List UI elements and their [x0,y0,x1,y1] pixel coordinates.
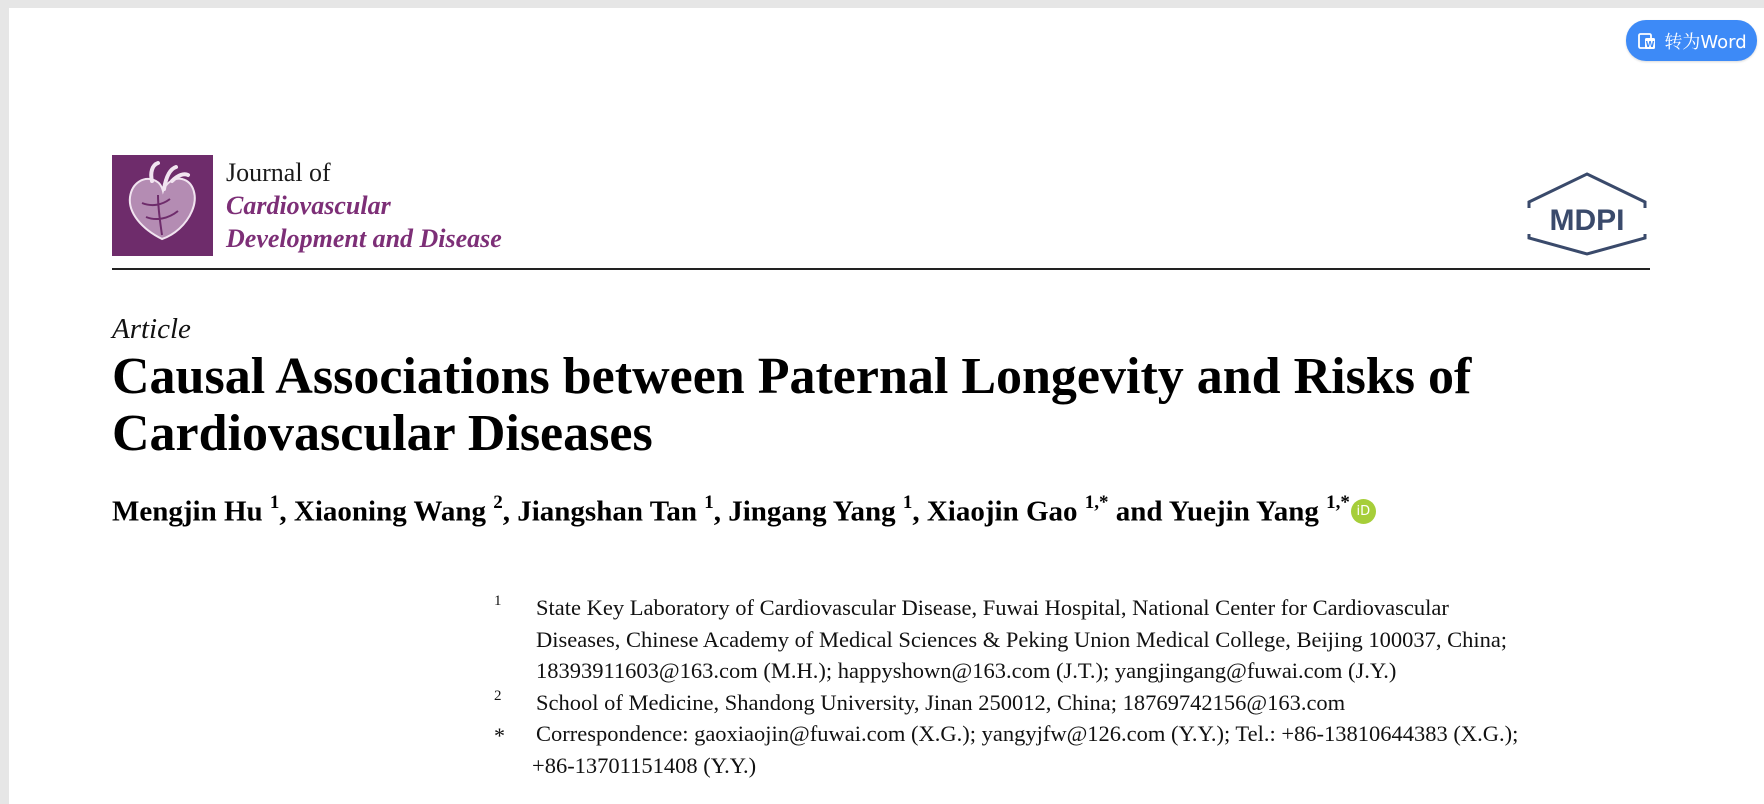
journal-name [226,156,502,255]
orcid-icon[interactable]: iD [1351,499,1376,524]
affiliation-mark: 1 [494,593,502,609]
author-affiliation-mark: 2 [493,492,503,513]
affiliation-item [494,718,1644,781]
affiliation-line: Diseases, Chinese Academy of Medical Sciences & Peking Union Medical College, Beijing 100037, China; [536,626,1508,652]
paper-title-line1: Causal Associations between Paternal Longevity and Risks of [112,348,1472,405]
affiliation-line: +86-13701151408 (Y.Y.) [532,752,757,778]
author-name[interactable]: Jiangshan Tan [517,495,705,528]
svg-text:W: W [1645,39,1655,49]
affiliations [494,592,1644,781]
author-separator: , [502,495,518,528]
author-affiliation-mark: 1 [269,492,280,513]
journal-name-line2: Cardiovascular [226,191,391,220]
author-affiliation-mark: 1,* [1326,492,1350,513]
heart-icon [112,155,213,256]
paper-title [112,348,1672,462]
author-affiliation-mark: 1 [704,492,714,513]
mdpi-logo [1523,172,1651,256]
header-divider [112,268,1650,270]
affiliation-line: 18393911603@163.com (M.H.); happyshown@163.com (J.T.); yangjingang@fuwai.com (J.Y.) [536,658,1397,683]
author-list [112,494,1672,529]
author-name[interactable]: Jingang Yang [728,495,903,528]
author-separator: and [1108,495,1169,528]
convert-to-word-label: 转为Word [1664,31,1747,53]
author-name[interactable]: Mengjin Hu [112,495,270,528]
author-affiliation-mark: 1,* [1084,492,1109,513]
paper-title-line2: Cardiovascular Diseases [112,405,653,462]
publisher-name: MDPI [1549,204,1625,237]
author-separator: , [279,495,294,528]
journal-name-line3: Development and Disease [226,224,502,253]
author-name[interactable]: Xiaoning Wang [293,495,494,528]
viewer-top-bar [0,0,1764,8]
author-separator: , [713,495,729,528]
journal-name-line1: Journal of [226,158,331,187]
author-name[interactable]: Yuejin Yang [1168,495,1327,528]
journal-logo [112,155,213,256]
convert-to-word-button[interactable] [1626,20,1757,61]
author-name[interactable]: Xiaojin Gao [926,495,1085,528]
affiliation-mark: * [494,723,505,748]
author-affiliation-mark: 1 [902,492,913,513]
affiliation-line: State Key Laboratory of Cardiovascular Disease, Fuwai Hospital, National Center for Cardiovascular [536,595,1449,620]
affiliation-item [494,687,1644,719]
affiliation-line: School of Medicine, Shandong University, Jinan 250012, China; 18769742156@163.com [536,689,1346,715]
author-separator: , [912,495,927,528]
convert-to-word-icon [1636,30,1658,52]
affiliation-line: Correspondence: gaoxiaojin@fuwai.com (X.G.); yangyjfw@126.com (Y.Y.); Tel.: +86-13810644383 (X.G.); [536,721,1519,746]
affiliation-item [494,592,1644,687]
article-type: Article [112,313,191,345]
affiliation-mark: 2 [494,687,502,704]
